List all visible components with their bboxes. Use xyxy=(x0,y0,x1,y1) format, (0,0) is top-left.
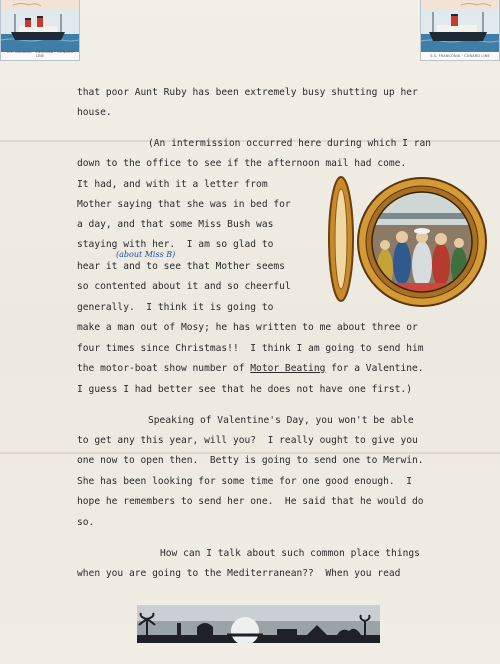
letter-line: It had, and with it a letter from xyxy=(77,179,268,190)
page-fold xyxy=(0,452,500,454)
footer-illustration xyxy=(137,605,380,643)
letter-line: make a man out of Mosy; he has written to me about three or xyxy=(77,322,418,333)
letter-line: generally. I think it is going to xyxy=(77,302,274,313)
letter-line xyxy=(77,364,424,374)
letterhead-ship-left xyxy=(0,0,80,61)
letter-line: so contented about it and so cheerful xyxy=(77,281,291,292)
letter-line: She has been looking for some time for one good enough. I xyxy=(77,476,413,487)
letter-line: hear it and to see that Mother seems xyxy=(77,261,285,272)
letter-line: when you are going to the Mediterranean?? When you read xyxy=(77,568,401,579)
letter-line: I guess I had better see that he does not have one first.) xyxy=(77,384,413,395)
letter-line: Mother saying that she was in bed for xyxy=(77,199,291,210)
letter-line: to get any this year, will you? I really ought to give you xyxy=(77,435,418,446)
letter-line: so. xyxy=(77,517,95,528)
porthole-illustration xyxy=(327,173,489,311)
letterhead-ship-right xyxy=(420,0,500,61)
letter-line: that poor Aunt Ruby has been extremely busy shutting up her xyxy=(77,87,418,98)
letter-line: hope he remembers to send her one. He said that he would do xyxy=(77,496,424,507)
handwritten-annotation: (about Miss B) xyxy=(116,250,176,259)
letter-line: a day, and that some Miss Bush was xyxy=(77,219,274,230)
letter-line: house. xyxy=(77,107,112,118)
ship-illustration-right xyxy=(421,0,499,52)
letter-line: How can I talk about such common place things xyxy=(160,548,420,559)
ship-caption-left: S.S. ASCANIA · ENGLAND · CUNARD LINE xyxy=(6,50,74,58)
letter-line-part: for a Valentine. xyxy=(325,363,424,374)
magazine-title: Motor Beating xyxy=(250,363,326,374)
letter-line-part: the motor-boat show number of xyxy=(77,363,251,374)
letter-line: staying with her. I am so glad to xyxy=(77,239,274,250)
letter-line: down to the office to see if the afternoon mail had come. xyxy=(77,158,407,169)
letter-line: (An intermission occurred here during which I ran xyxy=(148,138,432,149)
letter-line: four times since Christmas!! I think I am going to send him xyxy=(77,343,424,354)
letter-line: Speaking of Valentine's Day, you won't be able xyxy=(148,415,414,426)
letter-line: one now to open then. Betty is going to send one to Merwin. xyxy=(77,455,424,466)
ship-caption-right: S.S. FRANCONIA · CUNARD LINE xyxy=(430,54,490,58)
ship-illustration-left xyxy=(1,0,79,52)
